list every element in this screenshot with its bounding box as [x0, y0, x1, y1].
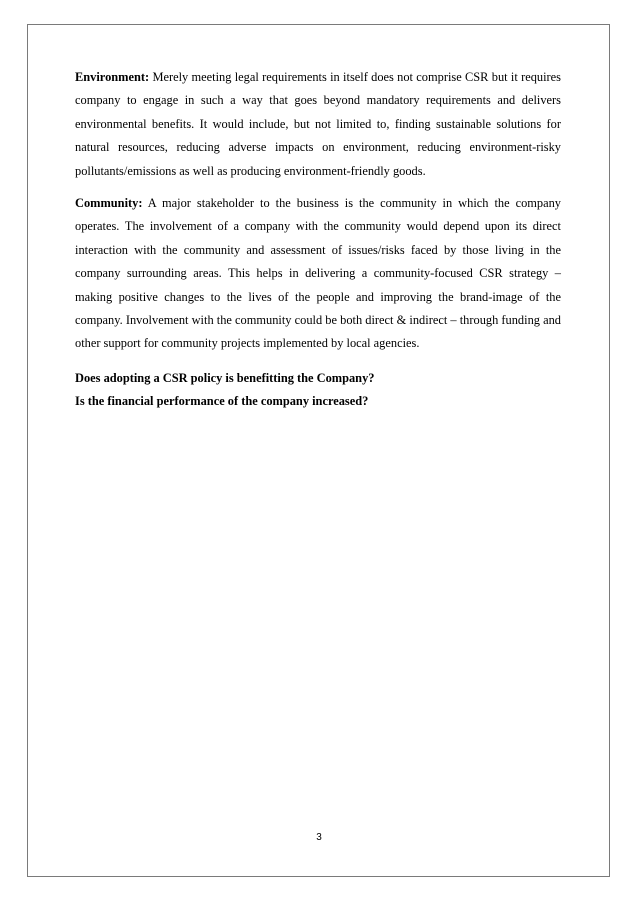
question-csr-policy: Does adopting a CSR policy is benefitting the Company?: [75, 370, 375, 385]
paragraph-lead: Community:: [75, 196, 143, 211]
page-number: 3: [316, 832, 322, 843]
paragraph-text: A major stakeholder to the business is the community in which the company operates. The involvement of a company with the community would depend upon its direct interaction with the community and assessment of issues/risks faced by those living in the company surrounding areas. This helps in delivering a community-focused CSR strategy – making positive changes to the lives of the people and improving the brand-image of the company. Involvement with the community could be both direct & indirect – through funding and other support for community projects implemented by local agencies.: [75, 196, 561, 351]
paragraph-text: Merely meeting legal requirements in itself does not comprise CSR but it requires company to engage in such a way that goes beyond mandatory requirements and delivers environmental benefits. It would include, but not limited to, finding sustainable solutions for natural resources, reducing adverse impacts on environment, reducing environment-risky pollutants/emissions as well as producing environment-friendly goods.: [75, 70, 561, 178]
question-financial-performance: Is the financial performance of the company increased?: [75, 394, 369, 409]
document-body: [75, 66, 561, 414]
questions-section: [75, 367, 561, 414]
paragraph-lead: Environment:: [75, 70, 150, 84]
paragraph-environment: [75, 66, 561, 183]
paragraph-community: [75, 192, 561, 356]
